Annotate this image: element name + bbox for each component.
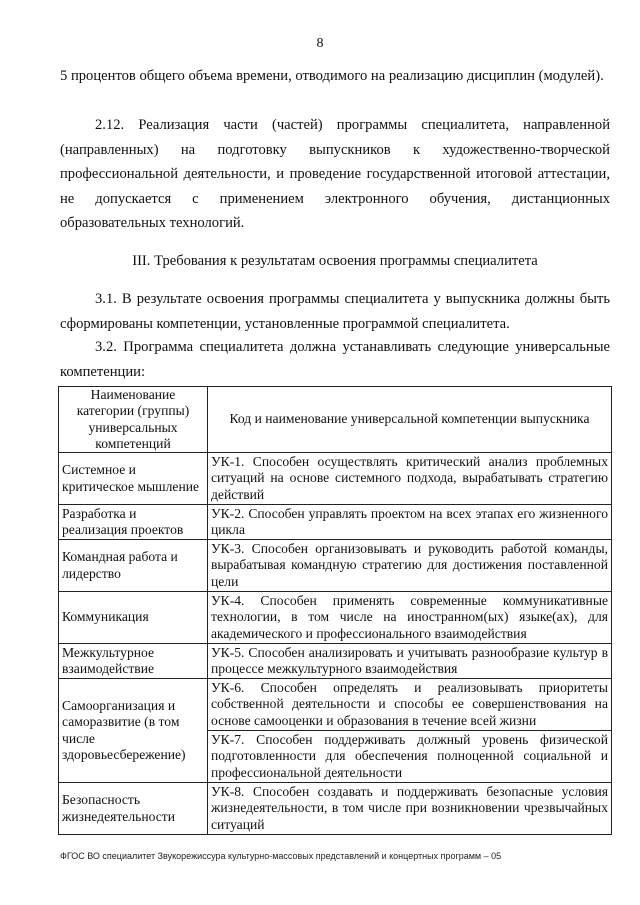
- competence-cell: УК-4. Способен применять современные коммуникативные технологии, в том числе на иностранном(ых) языке(ах), для академического и профессионального взаимодействия: [208, 592, 612, 644]
- table-row: [59, 540, 612, 592]
- category-cell: Системное и критическое мышление: [59, 453, 208, 505]
- category-cell: Межкультурное взаимодействие: [59, 644, 208, 679]
- table-row: [59, 783, 612, 835]
- category-cell: Командная работа и лидерство: [59, 540, 208, 592]
- table-row: [59, 453, 612, 505]
- competencies-table: [58, 386, 612, 835]
- paragraph-text: 3.1. В результате освоения программы специалитета у выпускника должны быть сформированы компетенции, установленные программой специалитета.: [60, 291, 610, 332]
- paragraph-2-12: [60, 113, 610, 236]
- competence-cell: УК-7. Способен поддерживать должный уровень физической подготовленности для обеспечения полноценной социальной и профессиональной деятельности: [208, 731, 612, 783]
- section-heading: III. Требования к результатам освоения программы специалитета: [132, 253, 538, 269]
- paragraph-3-2: [60, 335, 610, 384]
- category-cell: Коммуникация: [59, 592, 208, 644]
- table-row: [59, 644, 612, 679]
- page-number: 8: [316, 36, 324, 51]
- paragraph-text: 5 процентов общего объема времени, отводимого на реализацию дисциплин (модулей).: [60, 68, 604, 84]
- table-header-row: [59, 387, 612, 453]
- paragraph-3-1: [60, 287, 610, 336]
- competence-cell: УК-5. Способен анализировать и учитывать разнообразие культур в процессе межкультурного взаимодействия: [208, 644, 612, 679]
- table-row: [59, 592, 612, 644]
- paragraph-text: 3.2. Программа специалитета должна устанавливать следующие универсальные компетенции:: [60, 339, 610, 380]
- category-cell: Безопасность жизнедеятельности: [59, 783, 208, 835]
- column-header-competence: Код и наименование универсальной компетенции выпускника: [208, 387, 612, 453]
- category-cell: Разработка и реализация проектов: [59, 505, 208, 540]
- document-footer: ФГОС ВО специалитет Звукорежиссура культурно-массовых представлений и концертных программ – 05: [60, 851, 502, 861]
- table-row: [59, 505, 612, 540]
- paragraph-continuation: [60, 64, 610, 89]
- competence-cell: УК-3. Способен организовывать и руководить работой команды, вырабатывая командную стратегию для достижения поставленной цели: [208, 540, 612, 592]
- competence-cell: УК-6. Способен определять и реализовывать приоритеты собственной деятельности и способы ее совершенствования на основе самооценки и образования в течение всей жизни: [208, 679, 612, 731]
- table-row: [59, 679, 612, 731]
- competence-cell: УК-8. Способен создавать и поддерживать безопасные условия жизнедеятельности, в том числе при возникновении чрезвычайных ситуаций: [208, 783, 612, 835]
- competence-cell: УК-2. Способен управлять проектом на всех этапах его жизненного цикла: [208, 505, 612, 540]
- paragraph-text: 2.12. Реализация части (частей) программы специалитета, направленной (направленных) на подготовку выпускников к художественно-творческой профессиональной деятельности, и проведение государственной итоговой аттестации, не допускается с применением электронного обучения, дистанционных образовательных технологий.: [60, 117, 610, 231]
- competence-cell: УК-1. Способен осуществлять критический анализ проблемных ситуаций на основе системного подхода, вырабатывать стратегию действий: [208, 453, 612, 505]
- column-header-category: Наименование категории (группы) универсальных компетенций: [59, 387, 208, 453]
- category-cell: Самоорганизация и саморазвитие (в том числе здоровьесбережение): [59, 679, 208, 783]
